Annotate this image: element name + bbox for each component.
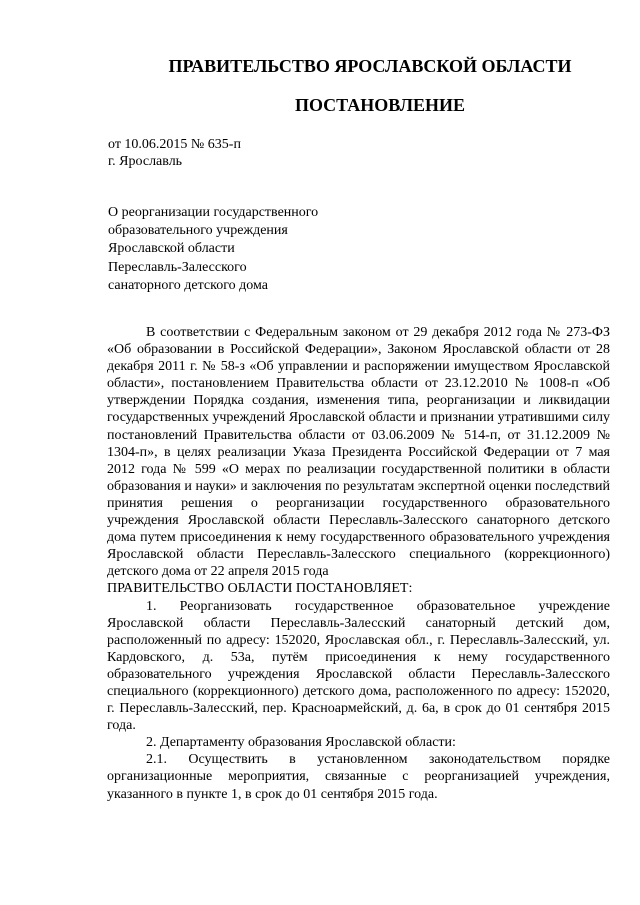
item-2-paragraph: 2. Департаменту образования Ярославской области: [146,735,456,751]
subject-line: образовательного учреждения [108,223,288,239]
subject-line: О реорганизации государственного [108,205,319,220]
subject-line: Переславль-Залесского [108,259,247,275]
item-2-1-paragraph: 2.1. Осуществить в установленном законодательством порядке организационные мероприятия, связанные с реорганизацией учреждения, указанного в пункте 1, в срок до 01 сентября 2015 года. [107,752,610,802]
resolves-heading: ПРАВИТЕЛЬСТВО ОБЛАСТИ ПОСТАНОВЛЯЕТ: [107,581,413,597]
preamble-paragraph: В соответствии с Федеральным законом от 29 декабря 2012 года № 273-ФЗ «Об образовании в Российской Федерации», Законом Ярославской области от 28 декабря 2011 г. № 58-з «Об управлении и распоряжении имуществом Ярославской области», постановлением Правительства области от 23.12.2010 № 1008-п «Об утверждении Порядка создания, изменения типа, реорганизации и ликвидации государственных учреждений Ярославской области и признании утратившими силу постановлений Правительства области от 03.06.2009 № 514-п, от 31.12.2009 № 1304-п», в целях реализации Указа Президента Российской Федерации от 7 мая 2012 года № 599 «О мерах по реализации государственной политики в области образования и науки» и заключения по результатам экспертной оценки последствий принятия решения о реорганизации государственного образовательного учреждения Ярославской области Переславль-Залесского санаторного детского дома путем присоединения к нему государственного образовательного учреждения Ярославской области Переславль-Залесского специального (коррекционного) детского дома от 22 апреля 2015 года [107,325,610,580]
subject-block [108,204,318,295]
date-number: от 10.06.2015 № 635-п [108,137,241,152]
document-body [107,324,610,803]
subject-line: Ярославской области [108,241,235,257]
document-type-title: ПОСТАНОВЛЕНИЕ [294,95,466,115]
subject-line: санаторного детского дома [108,277,268,293]
government-title: ПРАВИТЕЛЬСТВО ЯРОСЛАВСКОЙ ОБЛАСТИ [168,56,572,76]
item-1-paragraph: 1. Реорганизовать государственное образовательное учреждение Ярославской области Переславль-Залесский санаторный детский дом, расположенный по адресу: 152020, Ярославская обл., г. Переславль-Залесский, ул. Кардовского, д. 53а, путём присоединения к нему государственного образовательного учреждения Ярославской области Переславль-Залесского специального (коррекционного) детского дома, расположенного по адресу: 152020, г. Переславль-Залесский, пер. Красноармейский, д. 6а, в срок до 01 сентября 2015 года. [107,598,610,734]
city: г. Ярославль [108,154,183,169]
